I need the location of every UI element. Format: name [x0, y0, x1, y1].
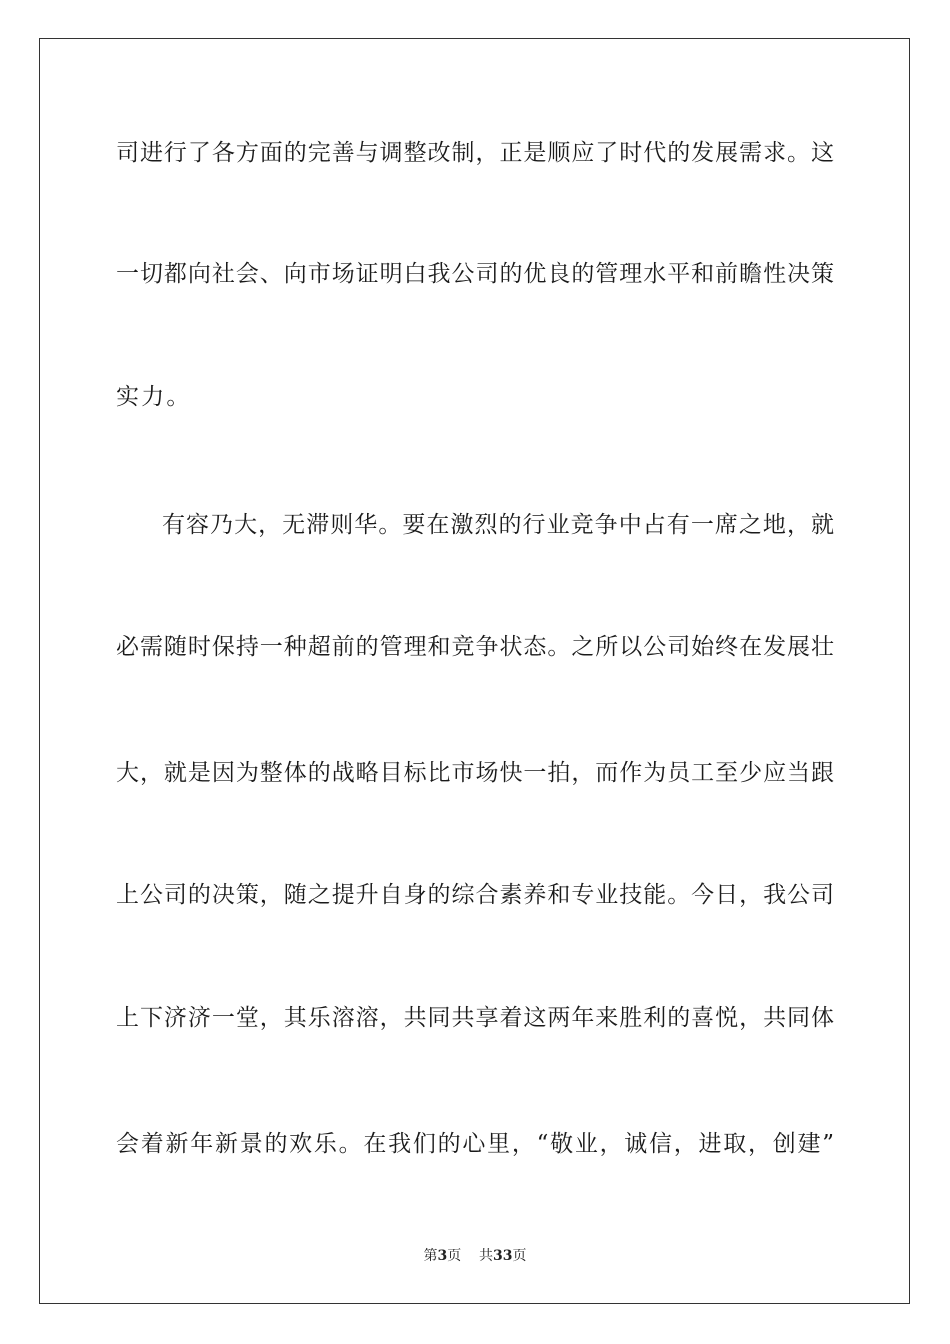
text-line: 会着新年新景的欢乐。在我们的心里，“敬业，诚信，进取，创建”: [116, 1131, 834, 1157]
page-suffix: 页: [447, 1248, 462, 1264]
text-line: 大，就是因为整体的战略目标比市场快一拍，而作为员工至少应当跟: [116, 760, 834, 786]
page-prefix: 第: [423, 1248, 438, 1264]
paragraph-first-line: 有容乃大，无滞则华。要在激烈的行业竞争中占有一席之地，就: [162, 512, 834, 538]
page-number: 3: [437, 1248, 448, 1264]
text-line: 一切都向社会、向市场证明白我公司的优良的管理水平和前瞻性决策: [116, 261, 834, 287]
total-prefix: 共: [479, 1248, 494, 1264]
total-pages: 33: [493, 1248, 513, 1264]
text-line: 必需随时保持一种超前的管理和竞争状态。之所以公司始终在发展壮: [116, 634, 834, 660]
page-footer: [0, 1247, 950, 1265]
text-line: 上下济济一堂，其乐溶溶，共同共享着这两年来胜利的喜悦，共同体: [116, 1005, 834, 1031]
page-border: [39, 38, 910, 1304]
text-line: 上公司的决策，随之提升自身的综合素养和专业技能。今日，我公司: [116, 882, 834, 908]
total-suffix: 页: [512, 1248, 527, 1264]
text-line: 司进行了各方面的完善与调整改制，正是顺应了时代的发展需求。这: [116, 140, 834, 166]
text-line: 实力。: [116, 384, 192, 410]
